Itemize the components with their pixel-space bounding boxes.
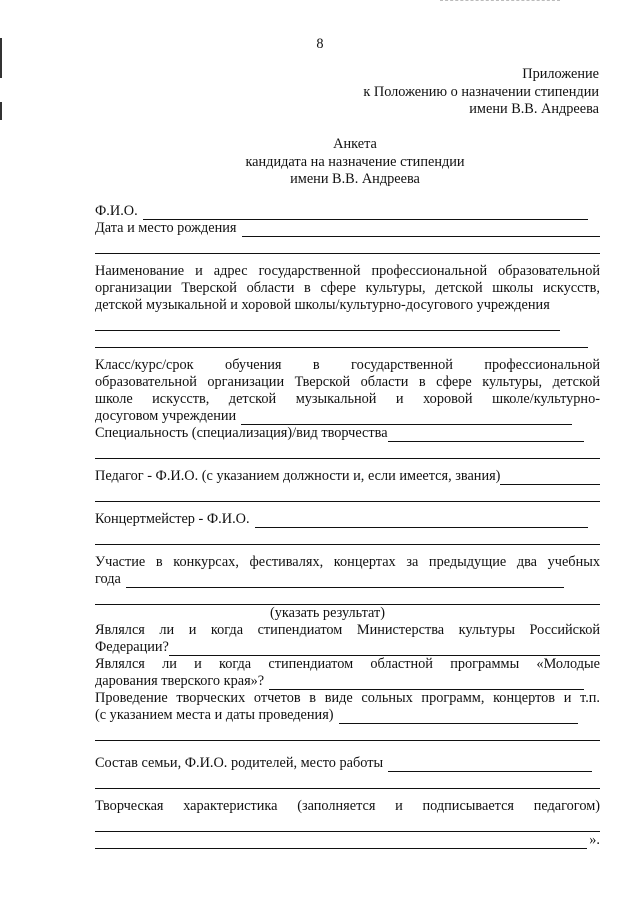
accompanist-label: Концертмейстер - Ф.И.О. (95, 511, 250, 527)
contests-label-line-1: Участие в конкурсах, фестивалях, концертах за предыдущие два учебных (95, 554, 600, 570)
reports-field-continued[interactable] (95, 724, 600, 741)
appendix-line-2: к Положению о назначении стипендии (363, 83, 599, 100)
fio-field[interactable] (143, 206, 588, 220)
title-line-1: Анкета (333, 136, 377, 152)
ministry-row (95, 639, 600, 656)
characteristic-label: Творческая характеристика (заполняется и подписывается педагогом) (95, 798, 600, 814)
class-label-line-1: Класс/курс/срок обучения в государственной профессиональной (95, 357, 600, 373)
teacher-field-continued[interactable] (95, 485, 600, 502)
teacher-label: Педагог - Ф.И.О. (с указанием должности и, если имеется, звания) (95, 468, 501, 484)
characteristic-final-row (95, 832, 600, 849)
ministry-field[interactable] (169, 642, 600, 656)
institution-field-continued[interactable] (95, 331, 588, 348)
regional-row (95, 673, 600, 690)
reports-field[interactable] (339, 710, 578, 724)
reports-label-line-1: Проведение творческих отчетов в виде сольных программ, концертов и т.п. (95, 690, 600, 706)
ministry-label-line-1: Являлся ли и когда стипендиатом Министерства культуры Российской (95, 622, 600, 638)
page-number: 8 (316, 36, 324, 52)
appendix-line-1: Приложение (522, 66, 599, 82)
questionnaire-form (95, 203, 600, 849)
ministry-label-line-2: Федерации? (95, 639, 169, 655)
regional-field[interactable] (269, 676, 584, 690)
reports-label-line-2: (с указанием места и даты проведения) (95, 707, 334, 723)
family-field[interactable] (388, 758, 592, 772)
specialty-field[interactable] (388, 428, 584, 442)
contests-row (95, 571, 600, 588)
regional-label-line-1: Являлся ли и когда стипендиатом областной программы «Молодые (95, 656, 600, 672)
class-label-line-2: образовательной организации Тверской области в сфере культуры, детской (95, 374, 600, 390)
family-label: Состав семьи, Ф.И.О. родителей, место работы (95, 755, 384, 771)
class-row (95, 408, 600, 425)
reports-row (95, 707, 600, 724)
scan-edge-mark-bottom (0, 102, 2, 120)
institution-label: Наименование и адрес государственной профессиональной образовательной организации Тверской области в сфере культуры, детской школы искусств, детской музыкальной и хоровой школы/культурно-досугового учреждения (95, 263, 600, 313)
appendix-line-3: имени В.В. Андреева (469, 101, 599, 117)
appendix-header (363, 66, 599, 119)
regional-label-line-2: дарования тверского края»? (95, 673, 265, 689)
birth-field-continued[interactable] (95, 237, 600, 254)
family-field-continued[interactable] (95, 772, 600, 789)
accompanist-field-continued[interactable] (95, 528, 600, 545)
contests-field[interactable] (126, 574, 564, 588)
document-title (0, 136, 640, 189)
closing-quote: ». (589, 832, 600, 848)
result-note: (указать результат) (269, 605, 385, 621)
fio-label: Ф.И.О. (95, 203, 138, 219)
fio-row (95, 203, 600, 220)
scan-artifact (440, 0, 560, 3)
contests-field-continued[interactable] (95, 588, 600, 605)
institution-field[interactable] (95, 314, 560, 331)
specialty-label: Специальность (специализация)/вид творчества (95, 425, 388, 441)
birth-row (95, 220, 600, 237)
accompanist-row (95, 511, 600, 528)
family-row (95, 755, 600, 772)
birth-label: Дата и место рождения (95, 220, 237, 236)
class-label-line-3: школе искусств, детской музыкальной и хоровой школе/культурно- (95, 391, 600, 407)
class-label-line-4: досуговом учреждении (95, 408, 237, 424)
characteristic-field-continued[interactable] (95, 835, 587, 849)
specialty-field-continued[interactable] (95, 442, 600, 459)
class-field[interactable] (241, 411, 572, 425)
title-line-3: имени В.В. Андреева (290, 171, 420, 187)
contests-label-line-2: года (95, 571, 121, 587)
teacher-field[interactable] (500, 471, 600, 485)
teacher-row (95, 468, 600, 485)
title-line-2: кандидата на назначение стипендии (245, 153, 465, 170)
accompanist-field[interactable] (255, 514, 588, 528)
birth-field[interactable] (242, 223, 601, 237)
characteristic-field[interactable] (95, 815, 600, 832)
specialty-row (95, 425, 600, 442)
